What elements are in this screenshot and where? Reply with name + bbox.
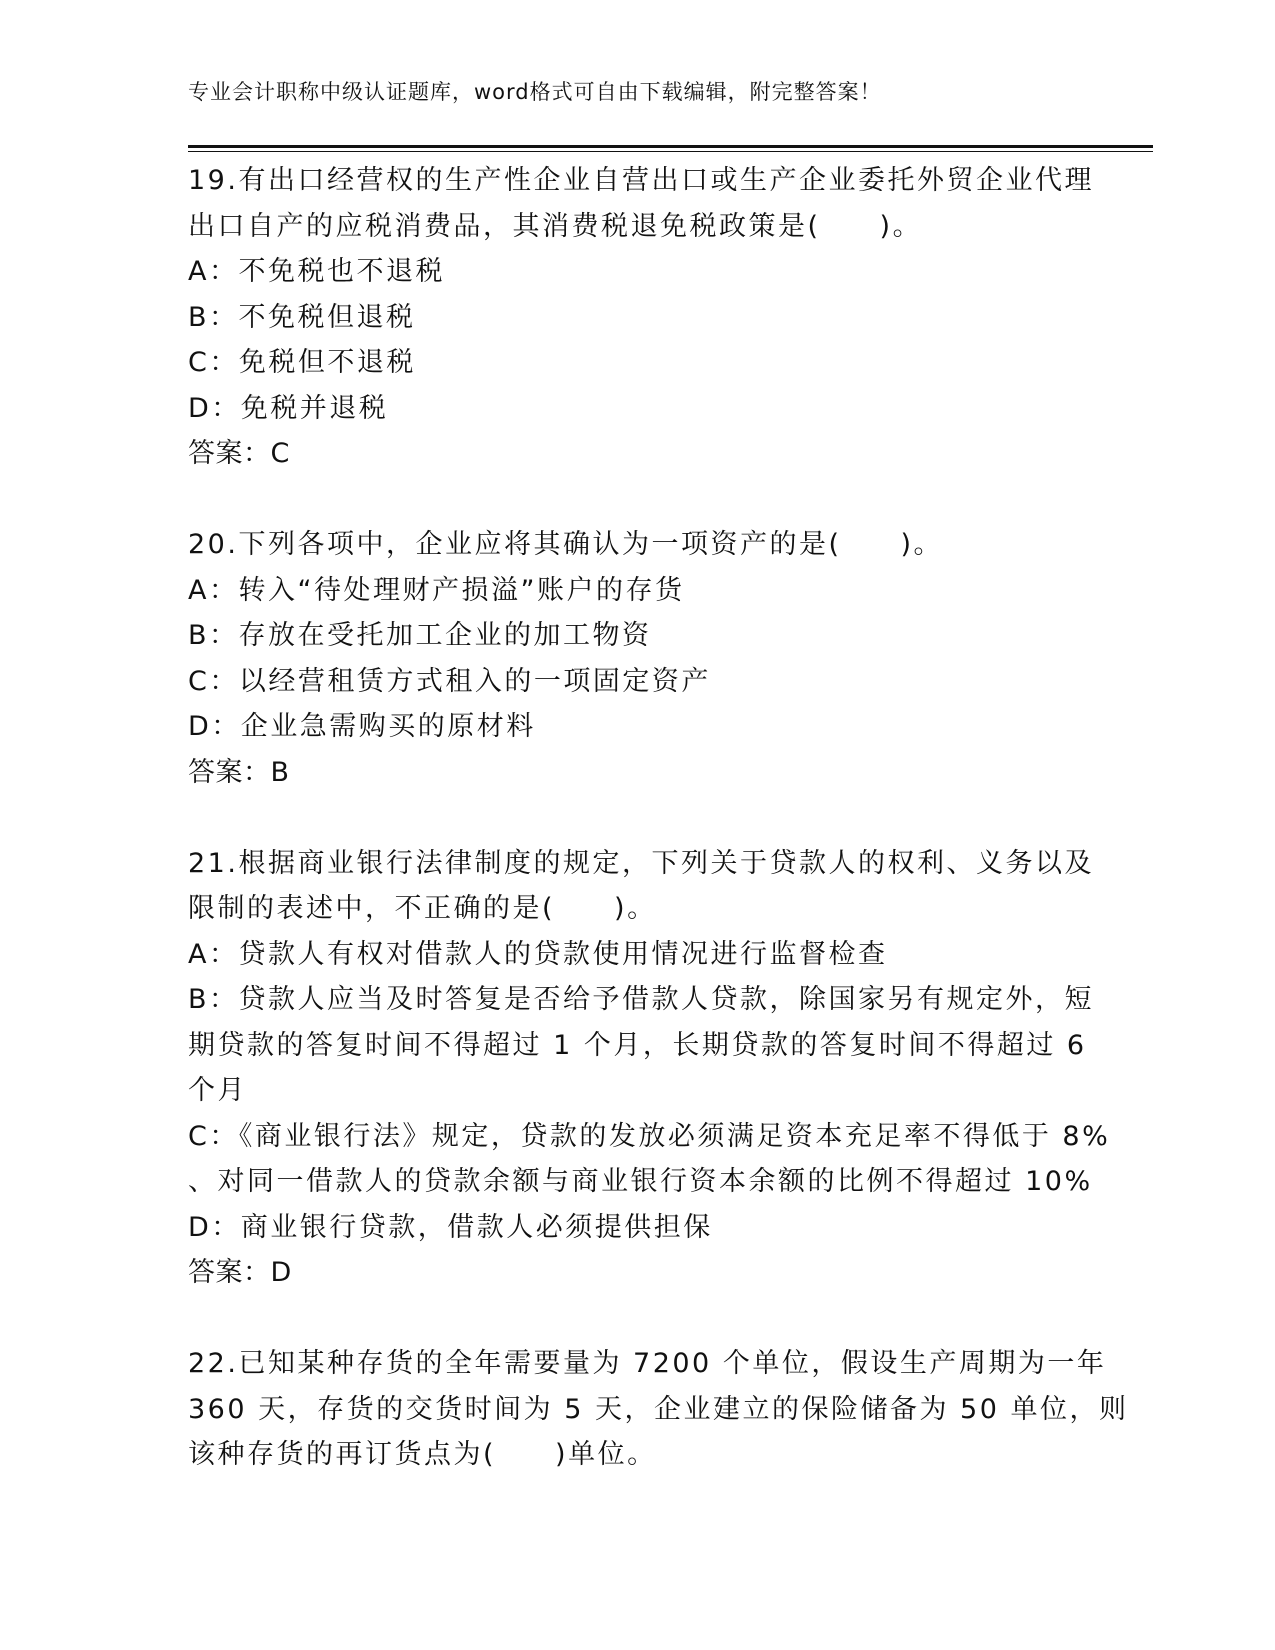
question-22 bbox=[188, 1341, 1129, 1478]
question-stem: 20.下列各项中，企业应将其确认为一项资产的是( )。 bbox=[188, 529, 944, 560]
option-d: D：企业急需购买的原材料 bbox=[188, 711, 536, 742]
spacer bbox=[188, 1296, 1088, 1342]
option-d: D：免税并退税 bbox=[188, 392, 389, 424]
option-a: A：转入“待处理财产损溢”账户的存货 bbox=[188, 574, 685, 606]
question-list bbox=[188, 158, 1129, 1478]
page-header: 专业会计职称中级认证题库，word格式可自由下载编辑，附完整答案！ bbox=[188, 80, 882, 104]
answer-label: 答案：D bbox=[188, 1257, 292, 1288]
option-a: A：不免税也不退税 bbox=[188, 256, 445, 287]
option-b: B：贷款人应当及时答复是否给予借款人贷款，除国家另有规定外，短 bbox=[188, 984, 1095, 1015]
option-b-continued: 期贷款的答复时间不得超过 1 个月，长期贷款的答复时间不得超过 6 bbox=[188, 1029, 1087, 1061]
header-rule-thin bbox=[188, 151, 1153, 152]
option-b-continued: 个月 bbox=[188, 1075, 247, 1106]
answer-label: 答案：C bbox=[188, 438, 290, 469]
question-stem: 出口自产的应税消费品，其消费税退免税政策是( )。 bbox=[188, 210, 923, 242]
spacer bbox=[188, 795, 1088, 841]
question-stem: 该种存货的再订货点为( )单位。 bbox=[188, 1439, 657, 1470]
option-b: B：存放在受托加工企业的加工物资 bbox=[188, 620, 652, 651]
question-stem: 21.根据商业银行法律制度的规定，下列关于贷款人的权利、义务以及 bbox=[188, 847, 1094, 879]
question-stem: 360 天，存货的交货时间为 5 天，企业建立的保险储备为 50 单位，则 bbox=[188, 1393, 1129, 1425]
option-b: B：不免税但退税 bbox=[188, 301, 416, 333]
question-stem: 限制的表述中，不正确的是( )。 bbox=[188, 893, 657, 924]
option-c-continued: 、对同一借款人的贷款余额与商业银行资本余额的比例不得超过 10% bbox=[188, 1166, 1093, 1197]
option-c: C：《商业银行法》规定，贷款的发放必须满足资本充足率不得低于 8% bbox=[188, 1120, 1111, 1152]
question-19 bbox=[188, 158, 1094, 477]
answer-label: 答案：B bbox=[188, 756, 290, 788]
option-c: C：以经营租赁方式租入的一项固定资产 bbox=[188, 665, 711, 697]
header-rule-thick bbox=[188, 145, 1153, 148]
spacer bbox=[188, 477, 1088, 523]
question-stem: 22.已知某种存货的全年需要量为 7200 个单位，假设生产周期为一年 bbox=[188, 1348, 1107, 1379]
option-d: D：商业银行贷款，借款人必须提供担保 bbox=[188, 1211, 713, 1243]
question-21 bbox=[188, 841, 1111, 1296]
question-stem: 19.有出口经营权的生产性企业自营出口或生产企业委托外贸企业代理 bbox=[188, 165, 1094, 196]
question-20 bbox=[188, 522, 1088, 795]
option-c: C：免税但不退税 bbox=[188, 347, 416, 378]
option-a: A：贷款人有权对借款人的贷款使用情况进行监督检查 bbox=[188, 938, 888, 970]
